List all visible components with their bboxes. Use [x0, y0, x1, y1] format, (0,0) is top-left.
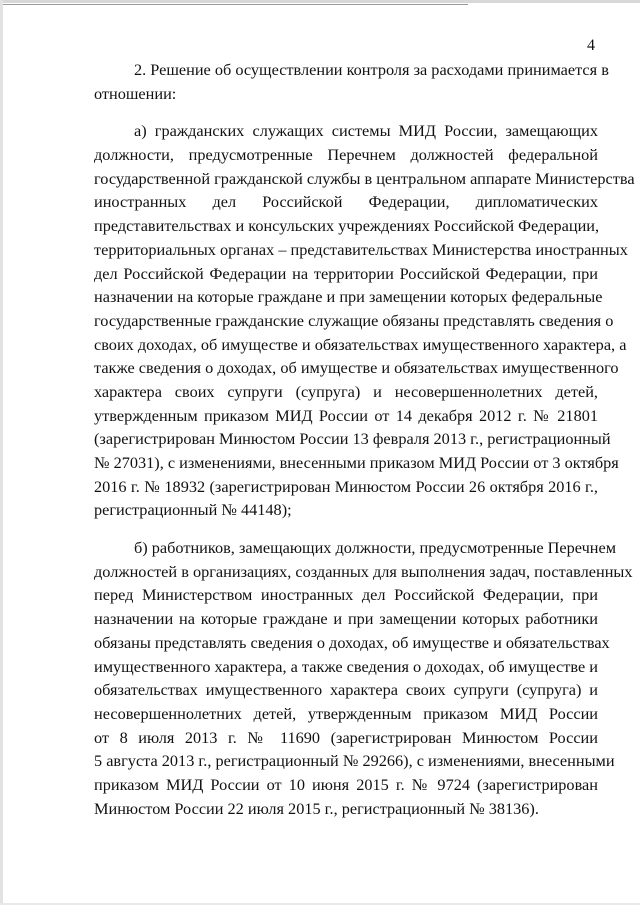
- text-line: от 8 июля 2013 г. № 11690 (зарегистрирован Минюстом России: [94, 727, 598, 747]
- document-body: [94, 58, 635, 820]
- text-line: утвержденным приказом МИД России от 14 декабря 2012 г. № 21801: [94, 405, 598, 425]
- text-line: своих доходах, об имуществе и обязательствах имущественного характера, а: [94, 334, 627, 354]
- text-line: территориальных органах – представительствах Министерства иностранных: [94, 239, 628, 259]
- text-line: 2. Решение об осуществлении контроля за расходами принимается в: [134, 60, 609, 79]
- text-line: приказом МИД России от 10 июня 2015 г. № 9724 (зарегистрирован: [94, 774, 598, 794]
- text-line: обязательствах имущественного характера своих супруги (супруга) и: [94, 680, 598, 700]
- text-line: а) гражданских служащих системы МИД России, замещающих: [134, 121, 598, 141]
- scan-top-edge: [0, 0, 640, 3]
- paragraph-gap: [94, 522, 598, 536]
- text-line: характера своих супруги (супруга) и несовершеннолетних детей,: [94, 381, 598, 401]
- text-line: должностей в организациях, созданных для выполнения задач, поставленных: [94, 561, 633, 581]
- text-line: 5 августа 2013 г., регистрационный № 29266), с изменениями, внесенными: [94, 751, 615, 771]
- text-line: также сведения о доходах, об имуществе и обязательствах имущественного: [94, 358, 619, 378]
- text-line: (зарегистрирован Минюстом России 13 февраля 2013 г., регистрационный: [94, 429, 611, 449]
- text-line: регистрационный № 44148);: [94, 500, 292, 520]
- paragraph-civil-servants: [94, 119, 635, 522]
- text-line: иностранных дел Российской Федерации, дипломатических: [94, 192, 598, 212]
- text-line: 2016 г. № 18932 (зарегистрирован Минюстом России 26 октября 2016 г.,: [94, 476, 598, 496]
- text-line: государственной гражданской службы в центральном аппарате Министерства: [94, 168, 635, 188]
- text-line: несовершеннолетних детей, утвержденным приказом МИД России: [94, 703, 598, 723]
- scan-artifact-line: [0, 4, 468, 5]
- text-line: дел Российской Федерации на территории Российской Федерации, при: [94, 263, 598, 283]
- text-line: должности, предусмотренные Перечнем должностей федеральной: [94, 145, 598, 165]
- paragraph-decision-scope: [94, 58, 609, 105]
- text-line: имущественного характера, а также сведения о доходах, об имуществе и: [94, 656, 598, 676]
- text-line: представительствах и консульских учреждениях Российской Федерации,: [94, 216, 600, 236]
- paragraph-gap: [94, 105, 598, 119]
- text-line: обязаны представлять сведения о доходах, об имуществе и обязательствах: [94, 632, 610, 652]
- page-number: 4: [587, 37, 595, 54]
- text-line: назначении на которые граждане и при замещении которых работники: [94, 609, 598, 629]
- text-line: отношении:: [94, 83, 177, 103]
- text-line: № 27031), с изменениями, внесенными приказом МИД России от 3 октября: [94, 453, 619, 472]
- text-line: перед Министерством иностранных дел Российской Федерации, при: [94, 585, 598, 605]
- text-line: назначении на которые граждане и при замещении которых федеральные: [94, 287, 603, 307]
- text-line: б) работников, замещающих должности, предусмотренные Перечнем: [134, 538, 617, 558]
- text-line: государственные гражданские служащие обязаны представлять сведения о: [94, 310, 614, 330]
- scan-left-edge: [0, 0, 3, 905]
- paragraph-employees: [94, 536, 633, 820]
- text-line: Минюстом России 22 июля 2015 г., регистрационный № 38136).: [94, 798, 539, 818]
